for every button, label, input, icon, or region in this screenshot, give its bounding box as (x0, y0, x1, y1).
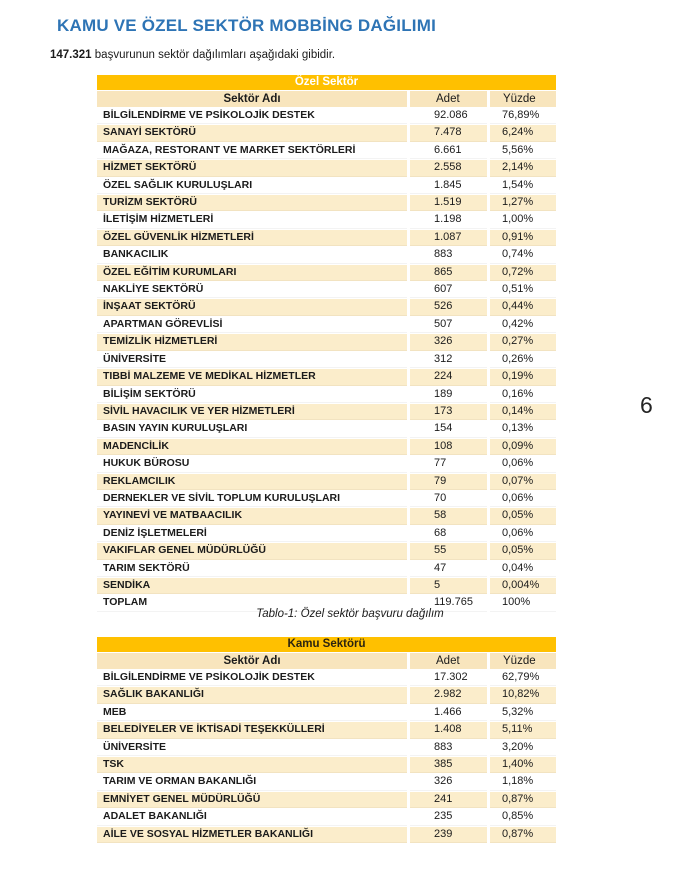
sector-name-cell: TOPLAM (97, 595, 407, 611)
yuzde-cell: 0,06% (490, 456, 556, 472)
adet-cell: 1.845 (410, 178, 487, 194)
sector-name-cell: İLETİŞİM HİZMETLERİ (97, 212, 407, 228)
yuzde-cell: 0,51% (490, 282, 556, 298)
adet-cell: 7.478 (410, 125, 487, 141)
adet-cell: 58 (410, 508, 487, 524)
yuzde-cell: 0,87% (490, 792, 556, 808)
adet-cell: 154 (410, 421, 487, 437)
yuzde-cell: 1,18% (490, 774, 556, 790)
table-row (97, 160, 556, 176)
yuzde-cell: 0,05% (490, 543, 556, 559)
yuzde-cell: 0,72% (490, 265, 556, 281)
yuzde-cell: 62,79% (490, 670, 556, 686)
yuzde-cell: 0,07% (490, 474, 556, 490)
table-row (97, 740, 556, 756)
yuzde-cell: 1,00% (490, 212, 556, 228)
yuzde-cell: 0,87% (490, 827, 556, 843)
adet-cell: 119.765 (410, 595, 487, 611)
intro-count: 147.321 (50, 49, 92, 61)
table-row (97, 334, 556, 350)
sector-name-cell: HİZMET SEKTÖRÜ (97, 160, 407, 176)
table-row (97, 195, 556, 211)
table-row (97, 757, 556, 773)
intro-text: başvurunun sektör dağılımları aşağıdaki gibidir. (91, 49, 336, 61)
adet-cell: 883 (410, 740, 487, 756)
adet-cell: 47 (410, 561, 487, 577)
adet-cell: 607 (410, 282, 487, 298)
yuzde-cell: 0,05% (490, 508, 556, 524)
sector-name-cell: ÖZEL GÜVENLİK HİZMETLERİ (97, 230, 407, 246)
table-row (97, 526, 556, 542)
yuzde-cell: 0,91% (490, 230, 556, 246)
sector-name-cell: REKLAMCILIK (97, 474, 407, 490)
adet-cell: 55 (410, 543, 487, 559)
yuzde-cell: 3,20% (490, 740, 556, 756)
adet-cell: 1.519 (410, 195, 487, 211)
table-row (97, 352, 556, 368)
yuzde-cell: 0,004% (490, 578, 556, 594)
table-row (97, 561, 556, 577)
table-row (97, 578, 556, 594)
column-header-adet: Adet (410, 91, 487, 107)
yuzde-cell: 0,26% (490, 352, 556, 368)
adet-cell: 2.982 (410, 687, 487, 703)
sector-name-cell: TSK (97, 757, 407, 773)
adet-cell: 77 (410, 456, 487, 472)
sector-name-cell: SANAYİ SEKTÖRÜ (97, 125, 407, 141)
sector-name-cell: TARIM VE ORMAN BAKANLIĞI (97, 774, 407, 790)
kamu-sektoru-table-band (97, 637, 556, 652)
sector-name-cell: SAĞLIK BAKANLIĞI (97, 687, 407, 703)
sector-name-cell: TEMİZLİK HİZMETLERİ (97, 334, 407, 350)
sector-name-cell: İNŞAAT SEKTÖRÜ (97, 299, 407, 315)
sector-name-cell: SENDİKA (97, 578, 407, 594)
adet-cell: 5 (410, 578, 487, 594)
yuzde-cell: 10,82% (490, 687, 556, 703)
table-row (97, 108, 556, 124)
table-row (97, 809, 556, 825)
table-row (97, 456, 556, 472)
table-row (97, 299, 556, 315)
ozel-sektor-column-header-row (97, 91, 556, 107)
adet-cell: 239 (410, 827, 487, 843)
table-row (97, 282, 556, 298)
yuzde-cell: 0,42% (490, 317, 556, 333)
adet-cell: 865 (410, 265, 487, 281)
table-row (97, 670, 556, 686)
adet-cell: 241 (410, 792, 487, 808)
sector-name-cell: BİLİŞİM SEKTÖRÜ (97, 387, 407, 403)
yuzde-cell: 5,11% (490, 722, 556, 738)
sector-name-cell: VAKIFLAR GENEL MÜDÜRLÜĞÜ (97, 543, 407, 559)
yuzde-cell: 0,85% (490, 809, 556, 825)
sector-name-cell: TARIM SEKTÖRÜ (97, 561, 407, 577)
sector-name-cell: ÖZEL SAĞLIK KURULUŞLARI (97, 178, 407, 194)
yuzde-cell: 0,09% (490, 439, 556, 455)
table-row (97, 212, 556, 228)
adet-cell: 1.466 (410, 705, 487, 721)
sector-name-cell: YAYINEVİ VE MATBAACILIK (97, 508, 407, 524)
table-row (97, 774, 556, 790)
adet-cell: 385 (410, 757, 487, 773)
page-title: KAMU VE ÖZEL SEKTÖR MOBBİNG DAĞILIMI (57, 16, 437, 35)
yuzde-cell: 0,27% (490, 334, 556, 350)
yuzde-cell: 100% (490, 595, 556, 611)
yuzde-cell: 0,19% (490, 369, 556, 385)
kamu-sektoru-table (94, 636, 559, 844)
adet-cell: 526 (410, 299, 487, 315)
adet-cell: 507 (410, 317, 487, 333)
sector-name-cell: MAĞAZA, RESTORANT VE MARKET SEKTÖRLERİ (97, 143, 407, 159)
column-header-adet: Adet (410, 653, 487, 669)
adet-cell: 883 (410, 247, 487, 263)
page-number: 6 (640, 392, 653, 418)
sector-name-cell: DENİZ İŞLETMELERİ (97, 526, 407, 542)
yuzde-cell: 0,06% (490, 491, 556, 507)
yuzde-cell: 2,14% (490, 160, 556, 176)
column-header-sektor-adi: Sektör Adı (97, 91, 407, 107)
table-row (97, 543, 556, 559)
sector-name-cell: ADALET BAKANLIĞI (97, 809, 407, 825)
adet-cell: 70 (410, 491, 487, 507)
table-row (97, 178, 556, 194)
yuzde-cell: 0,16% (490, 387, 556, 403)
adet-cell: 92.086 (410, 108, 487, 124)
column-header-sektor-adi: Sektör Adı (97, 653, 407, 669)
kamu-sektoru-table-title: Kamu Sektörü (97, 637, 556, 652)
adet-cell: 1.408 (410, 722, 487, 738)
sector-name-cell: DERNEKLER VE SİVİL TOPLUM KURULUŞLARI (97, 491, 407, 507)
ozel-sektor-table-band (97, 75, 556, 90)
table-row (97, 421, 556, 437)
adet-cell: 312 (410, 352, 487, 368)
sector-name-cell: EMNİYET GENEL MÜDÜRLÜĞÜ (97, 792, 407, 808)
adet-cell: 6.661 (410, 143, 487, 159)
yuzde-cell: 1,40% (490, 757, 556, 773)
intro-paragraph (50, 49, 335, 61)
column-header-yuzde: Yüzde (490, 653, 556, 669)
adet-cell: 108 (410, 439, 487, 455)
sector-name-cell: AİLE VE SOSYAL HİZMETLER BAKANLIĞI (97, 827, 407, 843)
table-row (97, 369, 556, 385)
sector-name-cell: ÖZEL EĞİTİM KURUMLARI (97, 265, 407, 281)
adet-cell: 235 (410, 809, 487, 825)
adet-cell: 326 (410, 334, 487, 350)
sector-name-cell: BİLGİLENDİRME VE PSİKOLOJİK DESTEK (97, 108, 407, 124)
yuzde-cell: 0,04% (490, 561, 556, 577)
sector-name-cell: NAKLİYE SEKTÖRÜ (97, 282, 407, 298)
sector-name-cell: BASIN YAYIN KURULUŞLARI (97, 421, 407, 437)
sector-name-cell: TURİZM SEKTÖRÜ (97, 195, 407, 211)
sector-name-cell: MADENCİLİK (97, 439, 407, 455)
adet-cell: 68 (410, 526, 487, 542)
adet-cell: 1.198 (410, 212, 487, 228)
table-row (97, 317, 556, 333)
ozel-sektor-table-title: Özel Sektör (97, 75, 556, 90)
table-row (97, 143, 556, 159)
yuzde-cell: 0,13% (490, 421, 556, 437)
yuzde-cell: 0,06% (490, 526, 556, 542)
adet-cell: 17.302 (410, 670, 487, 686)
yuzde-cell: 1,27% (490, 195, 556, 211)
sector-name-cell: BİLGİLENDİRME VE PSİKOLOJİK DESTEK (97, 670, 407, 686)
table-row (97, 827, 556, 843)
sector-name-cell: APARTMAN GÖREVLİSİ (97, 317, 407, 333)
adet-cell: 189 (410, 387, 487, 403)
sector-name-cell: ÜNİVERSİTE (97, 740, 407, 756)
sector-name-cell: BANKACILIK (97, 247, 407, 263)
yuzde-cell: 0,44% (490, 299, 556, 315)
table1-caption: Tablo-1: Özel sektör başvuru dağılım (256, 608, 444, 620)
kamu-sektoru-column-header-row (97, 653, 556, 669)
table-row (97, 792, 556, 808)
table-row (97, 491, 556, 507)
table-row (97, 722, 556, 738)
yuzde-cell: 76,89% (490, 108, 556, 124)
sector-name-cell: ÜNİVERSİTE (97, 352, 407, 368)
table-row (97, 265, 556, 281)
table-row (97, 508, 556, 524)
table-row (97, 230, 556, 246)
sector-name-cell: MEB (97, 705, 407, 721)
table-row (97, 247, 556, 263)
yuzde-cell: 0,74% (490, 247, 556, 263)
table-row (97, 687, 556, 703)
table-row (97, 404, 556, 420)
table-row (97, 705, 556, 721)
yuzde-cell: 0,14% (490, 404, 556, 420)
sector-name-cell: TIBBİ MALZEME VE MEDİKAL HİZMETLER (97, 369, 407, 385)
sector-name-cell: BELEDİYELER VE İKTİSADİ TEŞEKKÜLLERİ (97, 722, 407, 738)
adet-cell: 173 (410, 404, 487, 420)
table-row (97, 125, 556, 141)
table-row (97, 387, 556, 403)
yuzde-cell: 5,56% (490, 143, 556, 159)
ozel-sektor-table (94, 74, 559, 613)
yuzde-cell: 1,54% (490, 178, 556, 194)
adet-cell: 1.087 (410, 230, 487, 246)
sector-name-cell: HUKUK BÜROSU (97, 456, 407, 472)
sector-name-cell: SİVİL HAVACILIK VE YER HİZMETLERİ (97, 404, 407, 420)
table-row (97, 474, 556, 490)
adet-cell: 79 (410, 474, 487, 490)
adet-cell: 326 (410, 774, 487, 790)
yuzde-cell: 5,32% (490, 705, 556, 721)
adet-cell: 224 (410, 369, 487, 385)
table-row (97, 439, 556, 455)
yuzde-cell: 6,24% (490, 125, 556, 141)
column-header-yuzde: Yüzde (490, 91, 556, 107)
adet-cell: 2.558 (410, 160, 487, 176)
